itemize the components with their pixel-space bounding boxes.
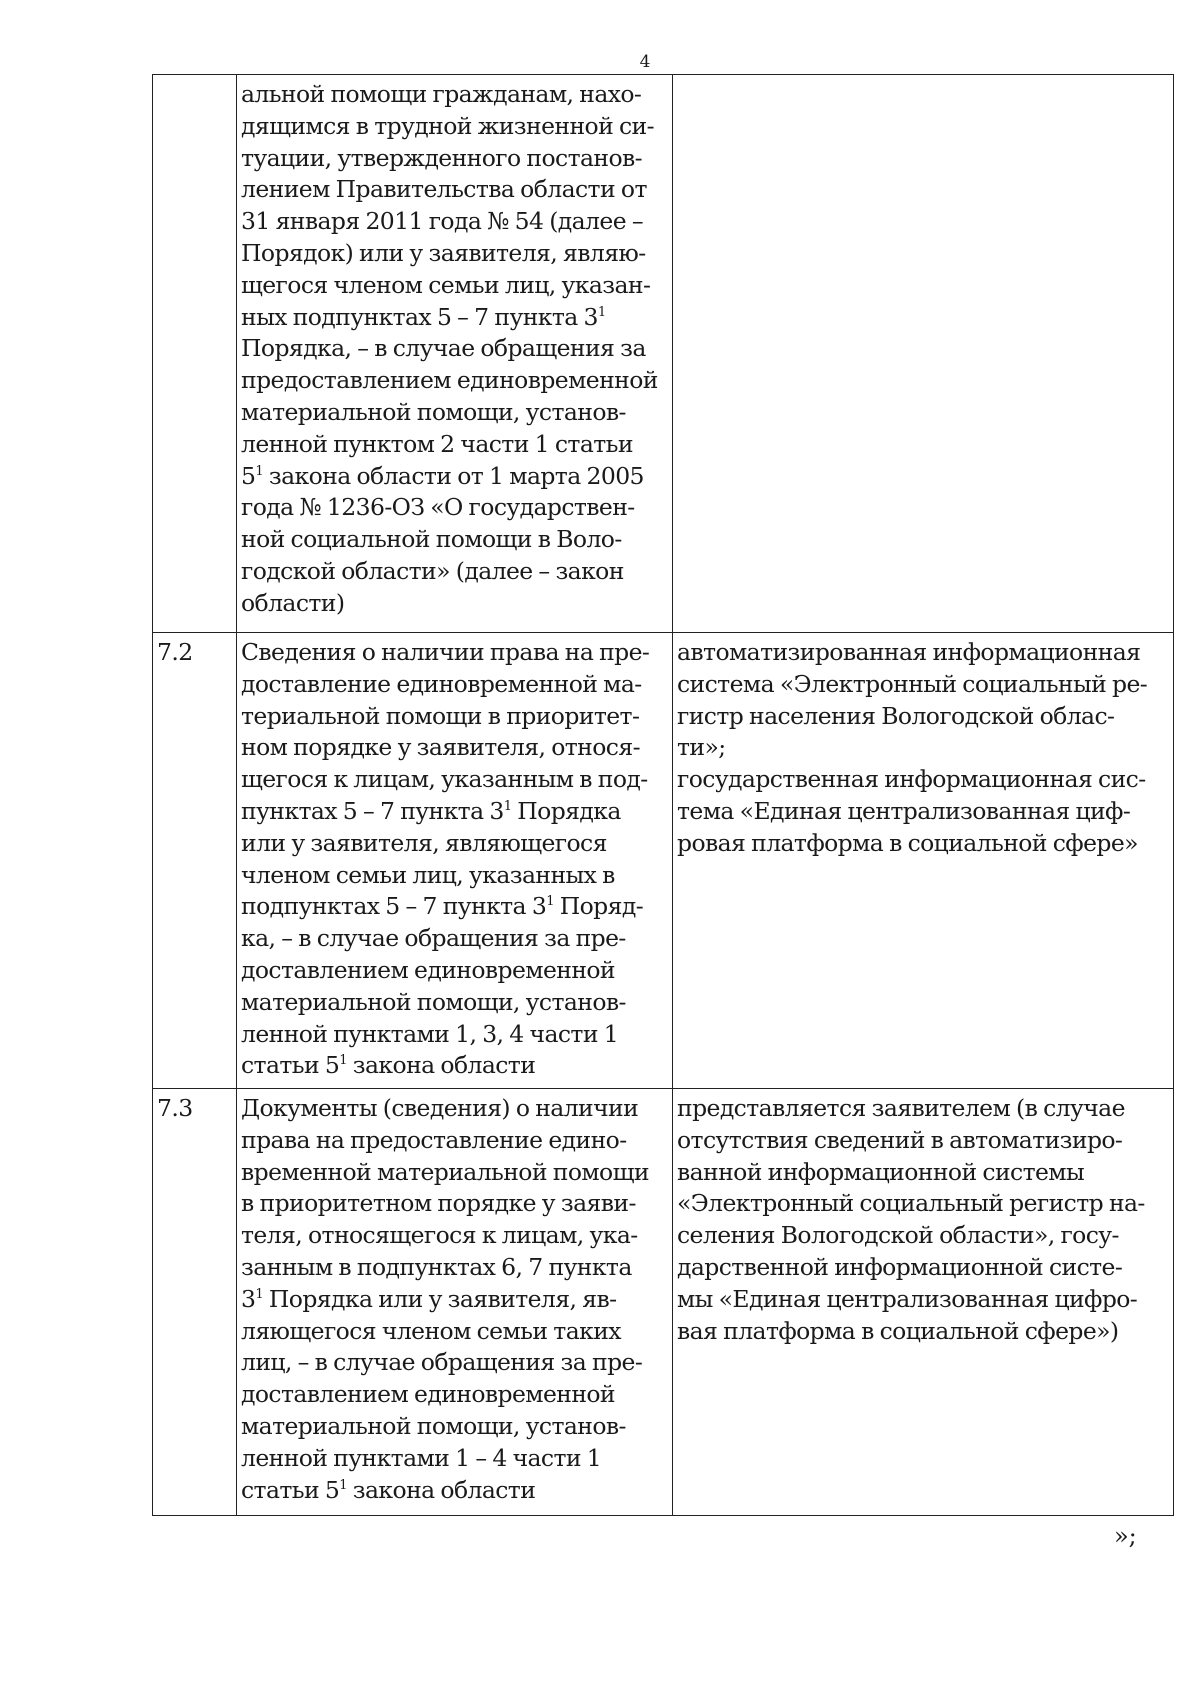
- document-text-line: предоставлением единовременной: [241, 366, 658, 395]
- document-text-line: в приоритетном порядке у заяви-: [241, 1189, 636, 1218]
- document-text-line: доставление единовременной ма-: [241, 669, 642, 698]
- document-text-line: года № 1236-ОЗ «О государствен-: [241, 493, 635, 522]
- document-text-line: теля, относящегося к лицам, ука-: [241, 1221, 638, 1250]
- document-text-line: 31 января 2011 года № 54 (далее –: [241, 207, 644, 236]
- document-description-cell: [237, 75, 673, 633]
- source-text-line: гистр населения Вологодской облас-: [677, 701, 1115, 730]
- document-text-line: лиц, – в случае обращения за пре-: [241, 1348, 643, 1377]
- source-text-line: «Электронный социальный регистр на-: [677, 1189, 1145, 1218]
- document-text-line: ка, – в случае обращения за пре-: [241, 924, 626, 953]
- row-number-cell: [153, 1089, 237, 1516]
- table-row: [153, 633, 1174, 1089]
- document-text-line: материальной помощи, установ-: [241, 987, 626, 1016]
- superscript-index: 1: [339, 1477, 347, 1493]
- document-text-line: дящимся в трудной жизненной си-: [241, 111, 654, 140]
- row-number-cell: [153, 75, 237, 633]
- table-row: [153, 75, 1174, 633]
- row-number-cell: [153, 633, 237, 1089]
- document-text-line: права на предоставление едино-: [241, 1125, 627, 1154]
- source-text-line: тема «Единая централизованная циф-: [677, 796, 1131, 825]
- document-text-line: ной социальной помощи в Воло-: [241, 525, 622, 554]
- document-text-line: ляющегося членом семьи таких: [241, 1316, 621, 1345]
- source-text-line: система «Электронный социальный ре-: [677, 669, 1148, 698]
- source-text-line: селения Вологодской области», госу-: [677, 1221, 1119, 1250]
- document-text-line: годской области» (далее – закон: [241, 556, 624, 585]
- source-text-line: ти»;: [677, 733, 726, 762]
- document-text-line: области): [241, 588, 345, 617]
- source-text-line: дарственной информационной систе-: [677, 1252, 1123, 1281]
- document-text-line: щегося членом семьи лиц, указан-: [241, 270, 651, 299]
- document-text-line: альной помощи гражданам, нахо-: [241, 80, 642, 108]
- document-text-line: подпунктах 5 – 7 пункта $3^1$ Поряд-: [241, 892, 644, 921]
- source-text-line: ровая платформа в социальной сфере»: [677, 828, 1138, 857]
- page-number: 4: [639, 52, 651, 72]
- document-text-line: Порядка, – в случае обращения за: [241, 334, 646, 363]
- superscript-index: 1: [597, 304, 606, 320]
- document-text-line: щегося к лицам, указанным в под-: [241, 765, 648, 794]
- document-text-line: териальной помощи в приоритет-: [241, 701, 640, 730]
- source-text-line: ванной информационной системы: [677, 1157, 1085, 1186]
- document-text-line: членом семьи лиц, указанных в: [241, 860, 615, 889]
- document-text-line: занным в подпунктах 6, 7 пункта: [241, 1252, 632, 1281]
- table-row: [153, 1089, 1174, 1516]
- source-cell: [673, 75, 1174, 633]
- document-text-line: доставлением единовременной: [241, 955, 615, 984]
- document-text-line: статьи $5^1$ закона области: [241, 1051, 536, 1080]
- document-text-line: или у заявителя, являющегося: [241, 828, 607, 857]
- source-text-line: автоматизированная информационная: [677, 638, 1141, 666]
- document-text-line: ленной пунктами 1, 3, 4 части 1: [241, 1019, 619, 1048]
- document-text-line: материальной помощи, установ-: [241, 1411, 626, 1440]
- source-text-line: отсутствия сведений в автоматизиро-: [677, 1125, 1123, 1154]
- source-text-line: представляется заявителем (в случае: [677, 1094, 1125, 1122]
- superscript-index: 1: [546, 894, 554, 910]
- document-text-line: Документы (сведения) о наличии: [241, 1094, 639, 1122]
- document-text-line: $5^1$ закона области от 1 марта 2005: [241, 461, 644, 490]
- document-text-line: статьи $5^1$ закона области: [241, 1475, 536, 1504]
- document-text-line: лением Правительства области от: [241, 175, 647, 204]
- row-number: 7.3: [157, 1094, 193, 1122]
- superscript-index: 1: [503, 798, 512, 814]
- document-description-cell: [237, 633, 673, 1089]
- document-text-line: туации, утвержденного постанов-: [241, 143, 642, 172]
- closing-quote-mark: »;: [1114, 1522, 1137, 1550]
- document-text-line: Сведения о наличии права на пре-: [241, 638, 650, 666]
- document-text-line: доставлением единовременной: [241, 1380, 615, 1409]
- superscript-index: 1: [339, 1053, 347, 1069]
- superscript-index: 1: [255, 1286, 264, 1302]
- document-text-line: материальной помощи, установ-: [241, 397, 626, 426]
- document-text-line: ных подпунктах 5 – 7 пункта $3^1$: [241, 302, 606, 331]
- document-text-line: временной материальной помощи: [241, 1157, 649, 1186]
- document-text-line: $3^1$ Порядка или у заявителя, яв-: [241, 1284, 617, 1313]
- document-text-line: Порядок) или у заявителя, являю-: [241, 238, 646, 267]
- superscript-index: 1: [255, 463, 264, 479]
- source-cell: [673, 633, 1174, 1089]
- document-text-line: ленной пунктами 1 – 4 части 1: [241, 1443, 602, 1472]
- source-text-line: мы «Единая централизованная цифро-: [677, 1284, 1138, 1313]
- row-number: 7.2: [157, 638, 193, 666]
- document-description-cell: [237, 1089, 673, 1516]
- documents-table: [152, 74, 1174, 1516]
- source-cell: [673, 1089, 1174, 1516]
- source-text-line: государственная информационная сис-: [677, 765, 1146, 794]
- document-text-line: пунктах 5 – 7 пункта $3^1$ Порядка: [241, 796, 621, 825]
- source-text-line: вая платформа в социальной сфере»): [677, 1316, 1119, 1345]
- document-text-line: ном порядке у заявителя, относя-: [241, 733, 640, 762]
- document-text-line: ленной пунктом 2 части 1 статьи: [241, 429, 633, 458]
